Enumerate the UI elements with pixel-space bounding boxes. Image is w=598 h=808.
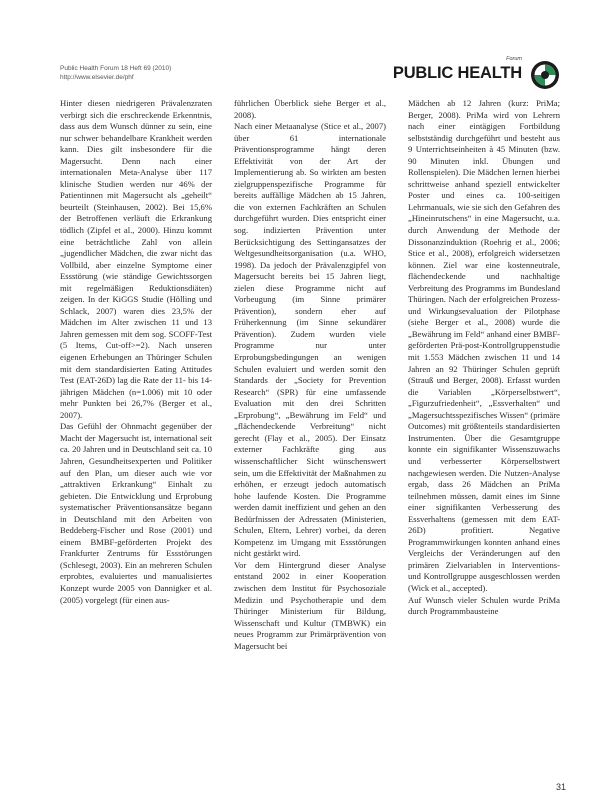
paragraph: Hinter diesen niedrigeren Prävalenzraten verbirgt sich die erschreckende Erkenntnis, dass aus dem Wunsch dünner zu sein, eine nur schwer behandelbare Krankheit werden kann. Dies gilt insbesondere für die Magersucht. Denn nach einer internationalen Meta-Analyse über 117 klinische Studien werden nur 46% der Patientinnen mit Magersucht als „geheilt“ beurteilt (Steinhausen, 2002). Bei 15,6% der Betroffenen verläuft die Erkrankung tödlich (Zipfel et al., 2000). Hinzu kommt eine beträchtliche Zahl von allein „jugendlicher Mädchen, die zwar nicht das Vollbild, aber einzelne Symptome einer Essstörung (wie ständige Gewichtssorgen mit regelmäßigen Reduktionsdiäten) zeigen. In der KiGGS Studie (Hölling und Schlack, 2007) waren dies 23,5% der Mädchen im Alter zwischen 11 und 13 Jahren gemessen mit dem sog. SCOFF-Test (5 Items, Cut-off>=2). Nach unseren eigenen Erhebungen an Thüringer Schulen mit dem standardisierten Eating Attitudes Test (EAT-26D) lag die Rate der 11- bis 14-jährigen Mädchen (n=1.006) mit 10 oder mehr Punkten bei 26,7% (Berger et al., 2007). — [60, 98, 212, 420]
journal-url: http://www.elsevier.de/phf — [60, 74, 134, 81]
page-header — [46, 30, 572, 102]
paragraph: Auf Wunsch vieler Schulen wurde PriMa durch Programmbausteine — [408, 594, 560, 617]
paragraph: führlichen Überblick siehe Berger et al., 2008). — [234, 98, 386, 120]
paragraph: Das Gefühl der Ohnmacht gegenüber der Macht der Magersucht ist, international seit ca. 20 Jahren und in Deutschland seit ca. 10 Jahren, Gesundheitsexperten und Politiker auf den Plan, um dieser auch wie vor „attraktiven Erkrankung“ Einhalt zu gebieten. Die Entwicklung und Erprobung systematischer Präventionsansätze begann in Deutschland mit den Arbeiten von Beddeberg-Fischer und Rose (2001) und einem BMBF-geförderten Projekt des Frankfurter Zentrums für Essstörungen (Schlesegt, 2003). Ein an mehreren Schulen erprobtes, evaluiertes und manualisiertes Konzept wurde 2005 von Dannigker et al. (2005) vorgelegt (für einen aus- — [60, 421, 212, 605]
text-column-3 — [408, 98, 560, 792]
page-number: 31 — [555, 782, 566, 792]
article-body — [60, 98, 564, 792]
text-column-1 — [60, 98, 212, 792]
journal-page — [46, 30, 572, 800]
paragraph: Vor dem Hintergrund dieser Analyse entstand 2002 in einer Kooperation zwischen dem Institut für Psychosoziale Medizin und Psychotherapie und dem Thüringer Ministerium für Bildung, Wissenschaft und Kultur (TMBWK) ein neues Programm zur Primärprävention von Magersucht bei — [234, 559, 386, 651]
brand-forum-label: Forum — [506, 56, 522, 62]
public-health-logo-icon — [530, 60, 560, 90]
journal-meta — [60, 64, 171, 82]
paragraph: Nach einer Metaanalyse (Stice et al., 2007) über 61 internationale Präventionsprogramme hängt deren Effektivität von der Art der Implementierung ab. So wirkten am besten zielgruppenspezifische Programme für bereits auffällige Mädchen ab 15 Jahren, die von externen Fachkräften an Schulen durchgeführt wurden. Dies entspricht einer sog. indizierten Prävention unter Berücksichtigung des Settingansatzes der Weltgesundheitsorganisation (u.a. WHO, 1998). Da jedoch der Prävalenzgipfel von Magersucht bereits bei 15 Jahren liegt, zielen diese Programme nicht auf Vorbeugung (im Sinne primärer Prävention), sondern eher auf Früherkennung (im Sinne sekundärer Prävention). Zudem wurden viele Programme nur unter Erprobungsbedingungen an wenigen Schulen evaluiert und werden somit den Standards der „Society for Prevention Research“ (SPR) für eine umfassende Evaluation mit den drei Schritten „Erprobung“, „Bewährung im Feld“ und „flächendeckende Verbreitung“ nicht gerecht (Flay et al., 2005). Der Einsatz externer Fachkräfte ging aus wissenschaftlicher Sicht wünschenswert sein, um die Effektivität der Maßnahmen zu erhöhen, er erzeugt jedoch automatisch hohe laufende Kosten. Die Programme werden damit ineffizient und gehen an den Bedürfnissen der Adressaten (Ministerien, Schulen, Eltern, Lehrer) vorbei, da deren Kompetenz im Umgang mit Essstörungen nicht gestärkt wird. — [234, 121, 386, 559]
text-column-2 — [234, 98, 386, 792]
paragraph: Mädchen ab 12 Jahren (kurz: PriMa; Berger, 2008). PriMa wird von Lehrern nach einer eintägigen Fortbildung selbstständig durchgeführt und besteht aus 9 Unterrichtseinheiten à 45 Minuten (bzw. 90 Minuten inkl. Übungen und Rollenspielen). Die Mädchen lernen hierbei schrittweise anhand speziell entwickelter Poster und eines ca. 100-seitigen Lehrmanuals, wie sie sich den Gefahren des „Hineinrutschens“ in eine Magersucht, u.a. durch Anwendung der Methode der Dissonanzinduktion (Roehrig et al., 2006; Stice et al., 2008), erfolgreich widersetzen können. Ziel war eine kostenneutrale, flächendeckende und nachhaltige Verbreitung des Programms im Bundesland Thüringen. Nach der erfolgreichen Prozess- und Wirkungsevaluation der Pilotphase (siehe Berger et al., 2008) wurde die „Bewährung im Feld“ anhand einer BMBF-geförderten Prä-post-Kontrollgruppenstudie mit 1.553 Mädchen zwischen 11 und 14 Jahren an 92 Thüringer Schulen geprüft (Strauß und Berger, 2008). Erfasst wurden die Variablen „Körperselbstwert“, „Figurzufriedenheit“, „Essverhalten“ und „Magersuchtsspezifisches Wissen“ (primäre Outcomes) mit größtenteils standardisierten Instrumenten. Über die Gesamtgruppe konnte ein signifikanter Wissenszuwachs und verbesserter Körperselbstwert nachgewiesen werden. Die Nutzen-Analyse ergab, dass 26 Mädchen an PriMa teilnehmen müssen, damit eines im Sinne einer signifikanten Verbesserung des Essverhaltens (gemessen mit dem EAT-26D) profitiert. Negative Programmwirkungen konnten anhand eines Vergleichs der Veränderungen auf den primären Zielvariablen in Interventions- und Kontrollgruppe ausgeschlossen werden (Wick et al., accepted). — [408, 98, 560, 593]
journal-brand — [392, 52, 562, 92]
journal-citation: Public Health Forum 18 Heft 69 (2010) — [60, 65, 172, 72]
brand-title: PUBLIC HEALTH — [392, 64, 522, 82]
